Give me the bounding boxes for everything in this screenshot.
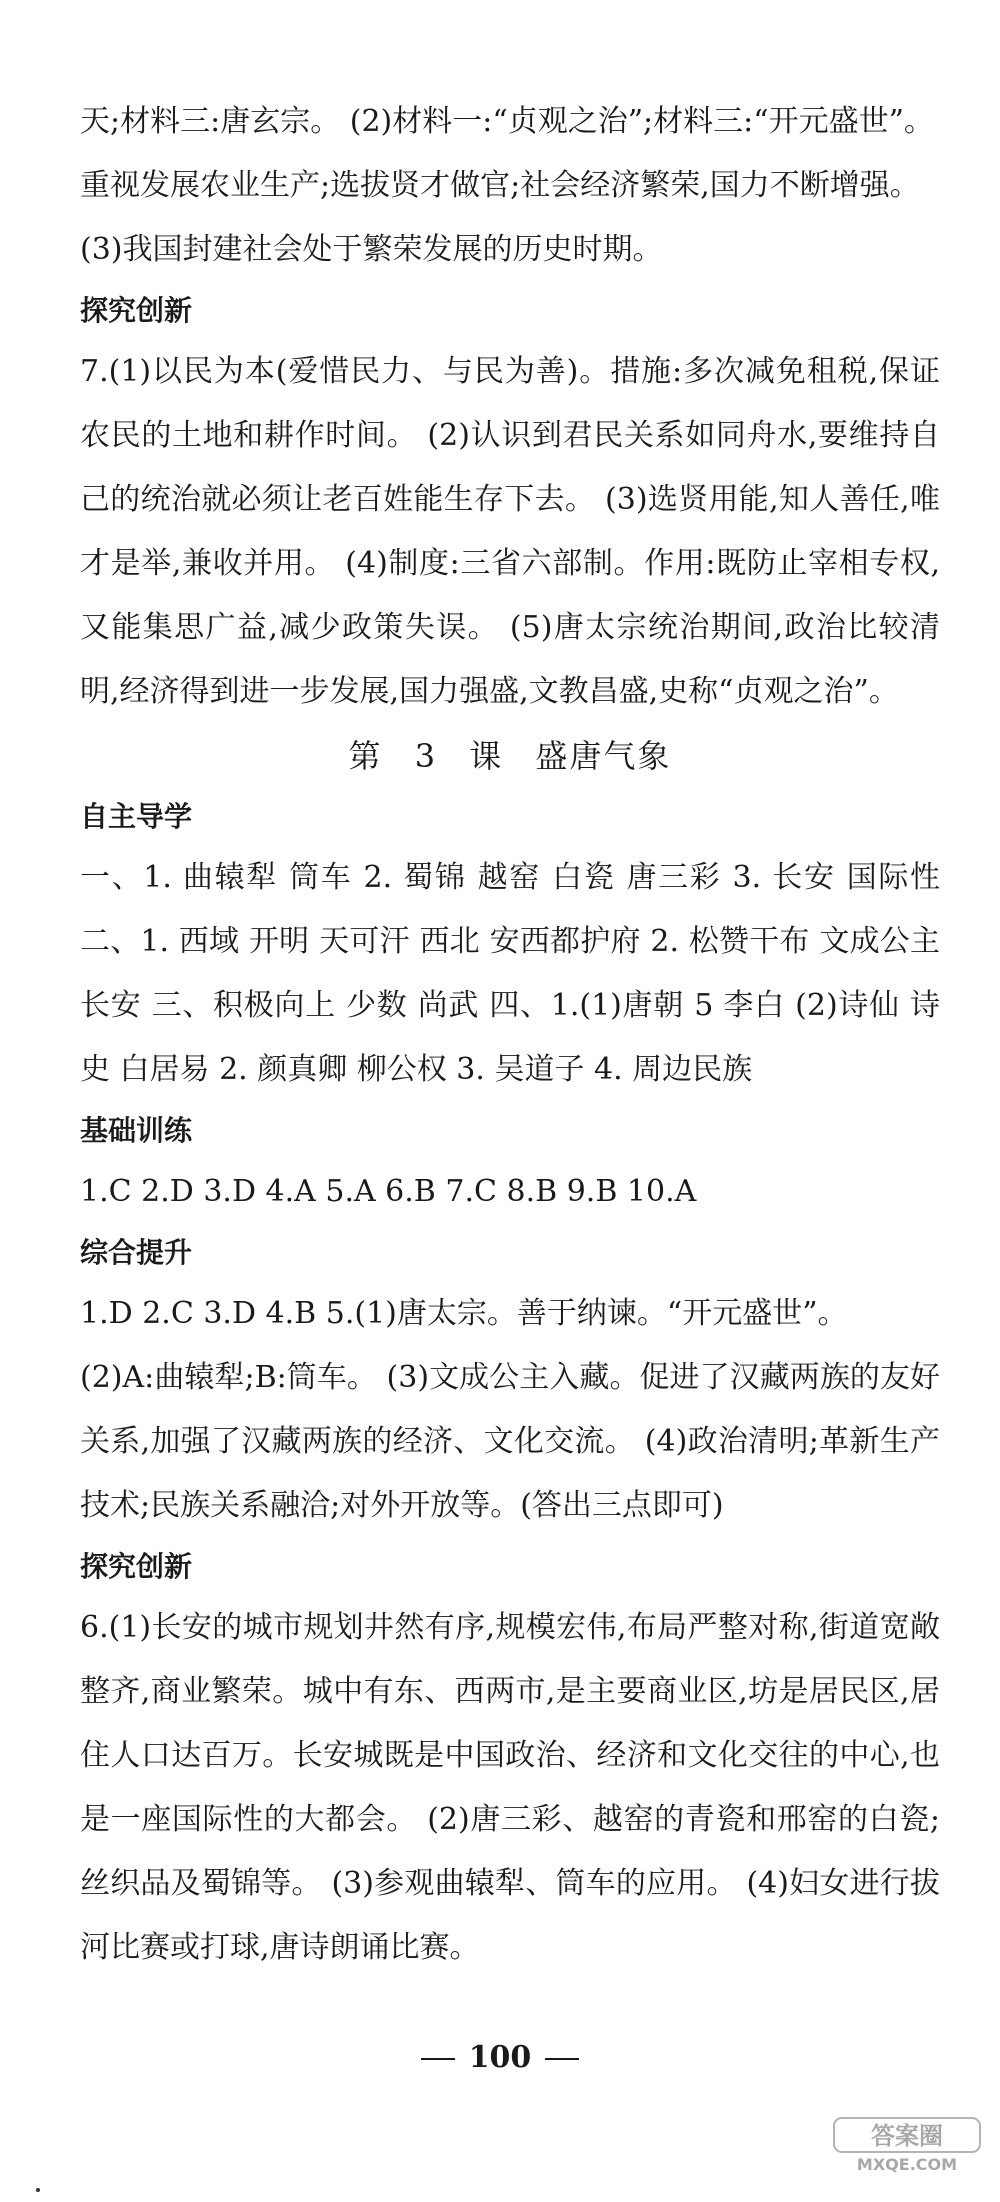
section-heading-basic-training: 基础训练 [80, 1114, 193, 1147]
watermark-title: 答案圈 [871, 2122, 943, 2150]
corner-dot [36, 2188, 40, 2192]
watermark-logo-icon [832, 2114, 982, 2174]
section-heading-explore: 探究创新 [80, 294, 193, 327]
answer-paragraph: 一、1. 曲辕犁 筒车 2. 蜀锦 越窑 白瓷 唐三彩 3. 长安 国际性 二、1. 西域 开明 天可汗 西北 安西都护府 2. 松赞干布 文成公主 长安 三、积极向上 少数 尚武 四、1.(1)唐朝 5 李白 (2)诗仙 诗史 白居易 2. 颜真卿 柳公权 3. 吴道子 4. 周边民族 [80, 860, 940, 1087]
answer-paragraph: 天;材料三:唐玄宗。 (2)材料一:“贞观之治”;材料三:“开元盛世”。 [80, 104, 934, 139]
answer-paragraph: (3)我国封建社会处于繁荣发展的历史时期。 [80, 232, 663, 267]
section-heading-comprehensive: 综合提升 [80, 1236, 193, 1269]
page-content [80, 0, 940, 1980]
section-heading-explore: 探究创新 [80, 1550, 193, 1583]
answer-paragraph: (2)A:曲辕犁;B:筒车。 (3)文成公主入藏。促进了汉藏两族的友好关系,加强了汉藏两族的经济、文化交流。 (4)政治清明;革新生产技术;民族关系融洽;对外开放等。(答出三点即可) [80, 1360, 940, 1523]
dash-left [421, 2058, 455, 2060]
page-number-text: 100 [468, 2040, 532, 2075]
watermark-url: MXQE.COM [856, 2155, 958, 2174]
answer-paragraph: 1.C 2.D 3.D 4.A 5.A 6.B 7.C 8.B 9.B 10.A [80, 1174, 697, 1209]
page-number [0, 2040, 1000, 2075]
dash-right [545, 2058, 579, 2060]
answer-paragraph: 6.(1)长安的城市规划井然有序,规模宏伟,布局严整对称,街道宽敞整齐,商业繁荣。城中有东、西两市,是主要商业区,坊是居民区,居住人口达百万。长安城既是中国政治、经济和文化交往的中心,也是一座国际性的大都会。 (2)唐三彩、越窑的青瓷和邢窑的白瓷;丝织品及蜀锦等。 (3)参观曲辕犁、筒车的应用。 (4)妇女进行拔河比赛或打球,唐诗朗诵比赛。 [80, 1610, 940, 1965]
answer-paragraph: 7.(1)以民为本(爱惜民力、与民为善)。措施:多次减免租税,保证农民的土地和耕作时间。 (2)认识到君民关系如同舟水,要维持自己的统治就必须让老百姓能生存下去。 (3)选贤用能,知人善任,唯才是举,兼收并用。 (4)制度:三省六部制。作用:既防止宰相专权,又能集思广益,减少政策失误。 (5)唐太宗统治期间,政治比较清明,经济得到进一步发展,国力强盛,文教昌盛,史称“贞观之治”。 [80, 354, 940, 709]
answer-paragraph: 1.D 2.C 3.D 4.B 5.(1)唐太宗。善于纳谏。“开元盛世”。 [80, 1296, 848, 1331]
answer-paragraph: 重视发展农业生产;选拔贤才做官;社会经济繁荣,国力不断增强。 [80, 168, 920, 203]
lesson-title: 第 3 课 盛唐气象 [348, 737, 672, 775]
section-heading-self-study: 自主导学 [80, 800, 193, 833]
